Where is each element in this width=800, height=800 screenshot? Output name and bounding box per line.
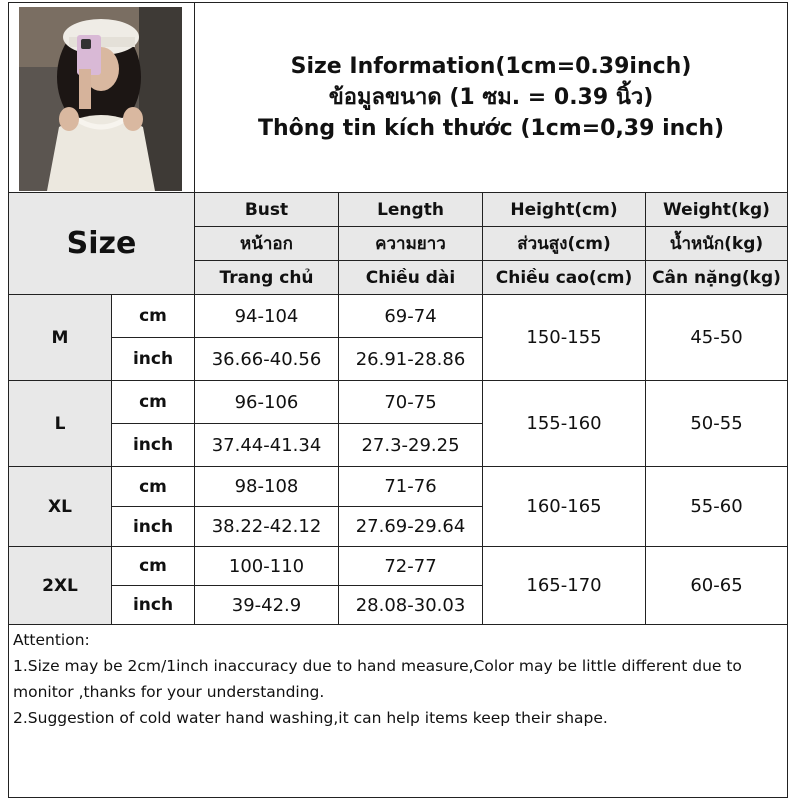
length-cm-2xl: 72-77 [339,547,483,586]
height-m: 150-155 [483,295,646,381]
attention-notes [10,625,786,797]
size-label-m: M [9,295,112,381]
unit-inch: inch [112,586,195,625]
unit-cm: cm [112,467,195,507]
title-english: Size Information(1cm=0.39inch) [290,54,692,79]
bust-inch-l: 37.44-41.34 [195,424,339,467]
height-xl: 160-165 [483,467,646,547]
bust-cm-l: 96-106 [195,381,339,424]
notes-line-1: 1.Size may be 2cm/1inch inaccuracy due to hand measure,Color may be little different due to monitor ,thanks for your understanding. [13,657,747,701]
notes-line-2: 2.Suggestion of cold water hand washing,it can help items keep their shape. [13,709,608,727]
size-chart-sheet [8,2,788,798]
weight-xl: 55-60 [646,467,787,547]
weight-l: 50-55 [646,381,787,467]
header-length-th: ความยาว [339,227,483,261]
bust-cm-m: 94-104 [195,295,339,338]
photo-cell [9,3,195,193]
bust-cm-xl: 98-108 [195,467,339,507]
length-inch-xl: 27.69-29.64 [339,507,483,547]
bust-inch-m: 36.66-40.56 [195,338,339,381]
header-height-th: ส่วนสูง(cm) [483,227,646,261]
unit-cm: cm [112,381,195,424]
size-label-l: L [9,381,112,467]
header-bust-th: หน้าอก [195,227,339,261]
bust-inch-xl: 38.22-42.12 [195,507,339,547]
length-cm-l: 70-75 [339,381,483,424]
length-inch-m: 26.91-28.86 [339,338,483,381]
unit-cm: cm [112,295,195,338]
length-cm-xl: 71-76 [339,467,483,507]
unit-inch: inch [112,338,195,381]
weight-2xl: 60-65 [646,547,787,625]
height-2xl: 165-170 [483,547,646,625]
header-bust-en: Bust [195,193,339,227]
header-weight-en: Weight(kg) [646,193,787,227]
header-height-vi: Chiều cao(cm) [483,261,646,295]
unit-inch: inch [112,507,195,547]
model-photo [19,7,182,191]
notes-heading: Attention: [13,631,90,649]
size-label-xl: XL [9,467,112,547]
size-column-header: Size [9,193,195,295]
length-inch-l: 27.3-29.25 [339,424,483,467]
length-cm-m: 69-74 [339,295,483,338]
title-vietnamese: Thông tin kích thước (1cm=0,39 inch) [257,116,725,141]
weight-m: 45-50 [646,295,787,381]
header-weight-th: น้ำหนัก(kg) [646,227,787,261]
header-length-vi: Chiều dài [339,261,483,295]
size-label-2xl: 2XL [9,547,112,625]
bust-cm-2xl: 100-110 [195,547,339,586]
bust-inch-2xl: 39-42.9 [195,586,339,625]
header-bust-vi: Trang chủ [195,261,339,295]
height-l: 155-160 [483,381,646,467]
length-inch-2xl: 28.08-30.03 [339,586,483,625]
header-height-en: Height(cm) [483,193,646,227]
title-thai: ข้อมูลขนาด (1 ซม. = 0.39 นิ้ว) [328,85,654,110]
title-cell [195,3,787,193]
header-length-en: Length [339,193,483,227]
unit-inch: inch [112,424,195,467]
unit-cm: cm [112,547,195,586]
header-weight-vi: Cân nặng(kg) [646,261,787,295]
